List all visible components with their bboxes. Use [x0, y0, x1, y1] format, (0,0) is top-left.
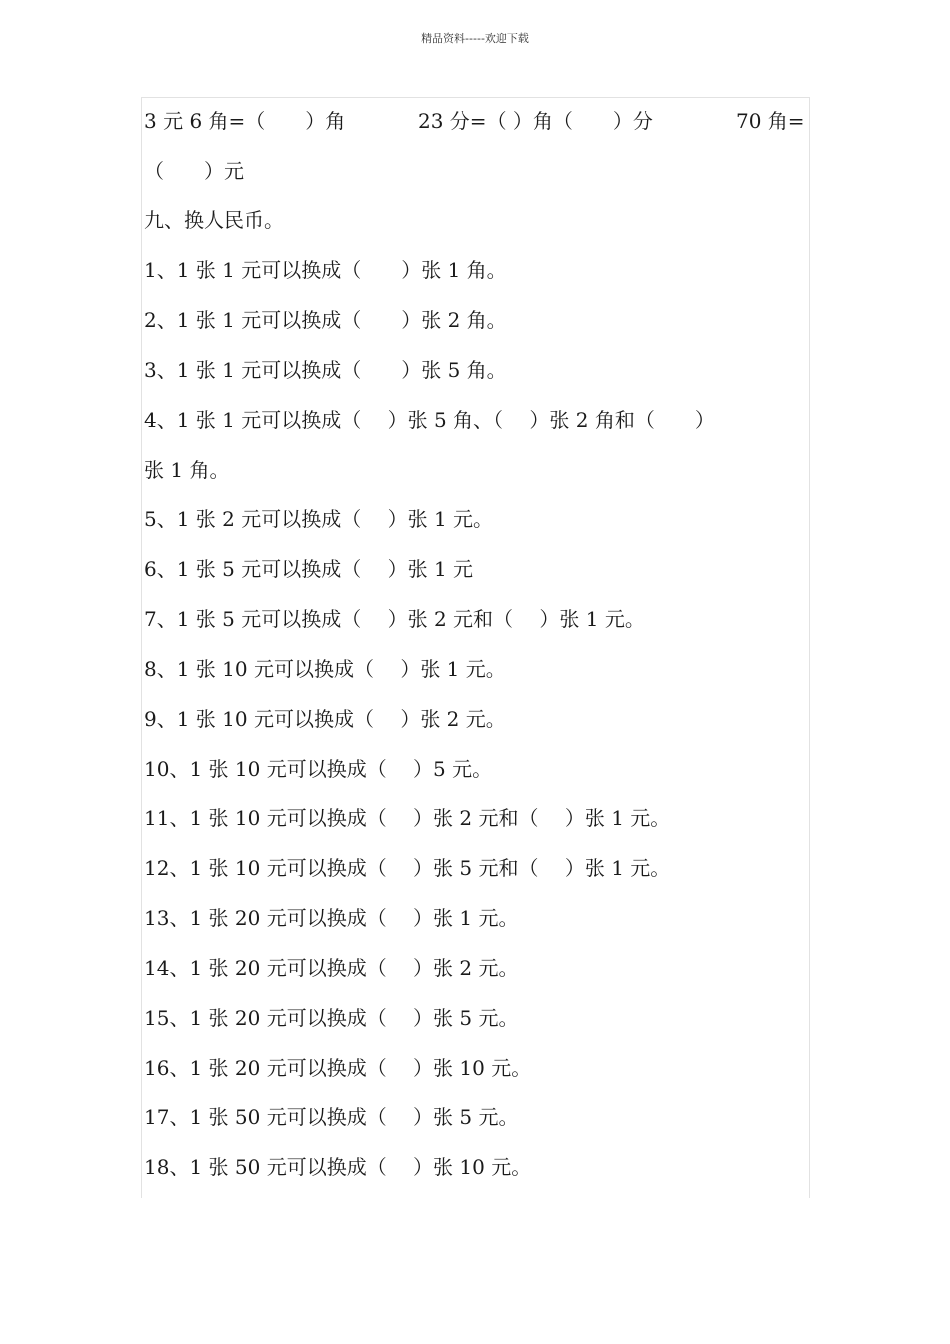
- list-item: 4、1 张 1 元可以换成（ ）张 5 角、（ ）张 2 角和（ ）: [144, 408, 715, 432]
- list-item: 18、1 张 50 元可以换成（ ）张 10 元。: [144, 1155, 532, 1179]
- list-item-continued: 张 1 角。: [144, 458, 230, 482]
- list-item: 12、1 张 10 元可以换成（ ）张 5 元和（ ）张 1 元。: [144, 856, 671, 880]
- conversion-continued: （ ）元: [144, 159, 244, 183]
- section-title: 九、换人民币。: [144, 208, 284, 232]
- list-item: 17、1 张 50 元可以换成（ ）张 5 元。: [144, 1105, 519, 1129]
- list-item: 3、1 张 1 元可以换成（ ）张 5 角。: [144, 358, 507, 382]
- list-item: 16、1 张 20 元可以换成（ ）张 10 元。: [144, 1056, 532, 1080]
- list-item: 14、1 张 20 元可以换成（ ）张 2 元。: [144, 956, 519, 980]
- list-item: 2、1 张 1 元可以换成（ ）张 2 角。: [144, 308, 507, 332]
- page-header: 精品资料-----欢迎下载: [421, 32, 529, 45]
- list-item: 6、1 张 5 元可以换成（ ）张 1 元: [144, 557, 474, 581]
- list-item: 7、1 张 5 元可以换成（ ）张 2 元和（ ）张 1 元。: [144, 607, 645, 631]
- list-item: 10、1 张 10 元可以换成（ ）5 元。: [144, 757, 493, 781]
- conversion-c: 70 角=: [736, 109, 805, 133]
- list-item: 8、1 张 10 元可以换成（ ）张 1 元。: [144, 657, 506, 681]
- list-item: 15、1 张 20 元可以换成（ ）张 5 元。: [144, 1006, 519, 1030]
- list-item: 1、1 张 1 元可以换成（ ）张 1 角。: [144, 258, 507, 282]
- list-item: 5、1 张 2 元可以换成（ ）张 1 元。: [144, 507, 494, 531]
- conversion-a: 3 元 6 角=（ ）角: [144, 109, 346, 133]
- list-item: 11、1 张 10 元可以换成（ ）张 2 元和（ ）张 1 元。: [144, 806, 671, 830]
- list-item: 9、1 张 10 元可以换成（ ）张 2 元。: [144, 707, 506, 731]
- conversion-b: 23 分=（ ）角（ ）分: [418, 109, 653, 133]
- list-item: 13、1 张 20 元可以换成（ ）张 1 元。: [144, 906, 519, 930]
